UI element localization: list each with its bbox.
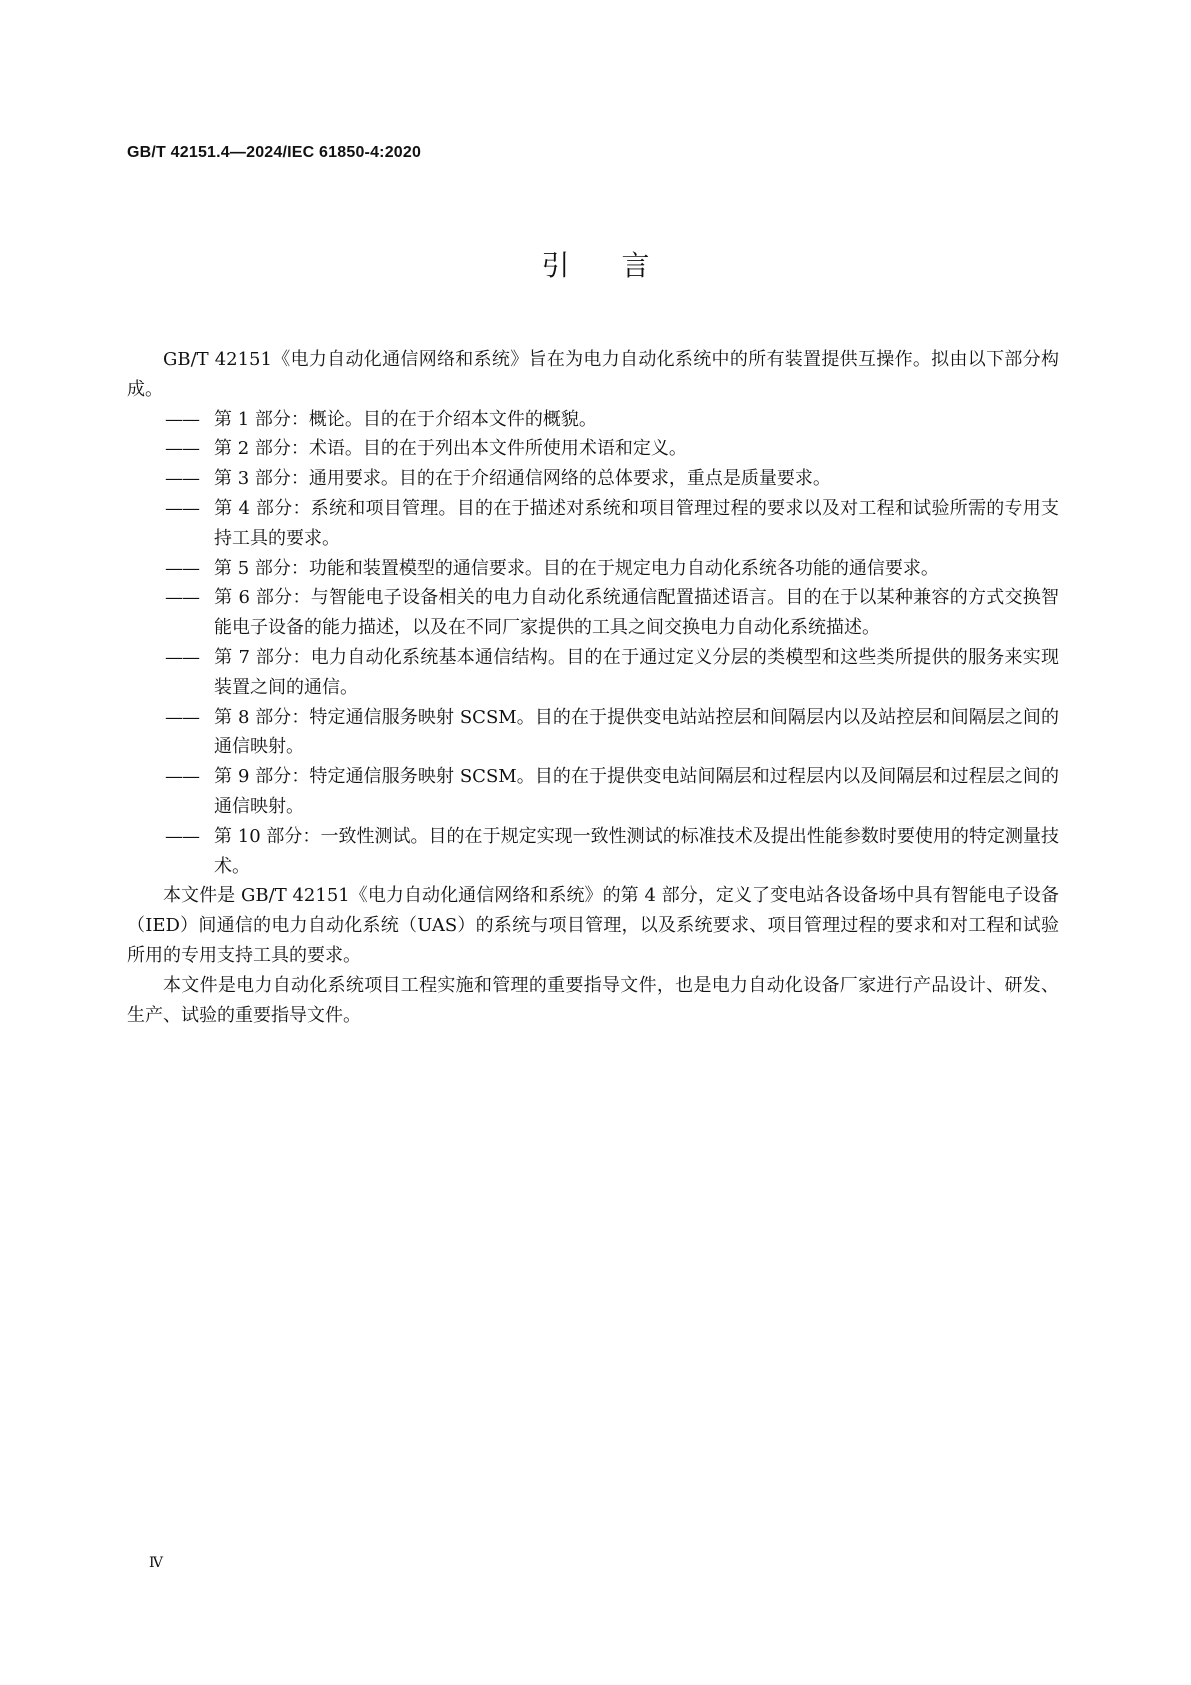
list-item-text: 第 6 部分：与智能电子设备相关的电力自动化系统通信配置描述语言。目的在于以某种兼容的方式交换智能电子设备的能力描述，以及在不同厂家提供的工具之间交换电力自动化系统描述。: [214, 587, 1059, 639]
list-item: [127, 643, 1059, 703]
parts-list: [127, 405, 1059, 882]
dash-marker: ——: [165, 825, 199, 847]
page-title: 引言: [541, 249, 702, 282]
list-item: [127, 464, 1059, 494]
dash-marker: ——: [165, 497, 199, 519]
list-item: [127, 762, 1059, 822]
dash-marker: ——: [165, 706, 199, 728]
list-item: [127, 494, 1059, 554]
list-item: [127, 583, 1059, 643]
list-item-text: 第 8 部分：特定通信服务映射 SCSM。目的在于提供变电站站控层和间隔层内以及站控层和间隔层之间的通信映射。: [214, 706, 1059, 758]
list-item-text: 第 5 部分：功能和装置模型的通信要求。目的在于规定电力自动化系统各功能的通信要求。: [214, 557, 939, 579]
list-item: [127, 554, 1059, 584]
list-item: [127, 405, 1059, 435]
list-item: [127, 703, 1059, 763]
dash-marker: ——: [165, 766, 199, 788]
dash-marker: ——: [165, 408, 199, 430]
list-item-text: 第 9 部分：特定通信服务映射 SCSM。目的在于提供变电站间隔层和过程层内以及间隔层和过程层之间的通信映射。: [214, 766, 1059, 817]
list-item: [127, 434, 1059, 464]
dash-marker: ——: [165, 646, 199, 668]
dash-marker: ——: [165, 468, 199, 490]
document-body: [127, 345, 1059, 1030]
list-item-text: 第 4 部分：系统和项目管理。目的在于描述对系统和项目管理过程的要求以及对工程和试验所需的专用支持工具的要求。: [214, 497, 1059, 549]
list-item-text: 第 3 部分：通用要求。目的在于介绍通信网络的总体要求，重点是质量要求。: [214, 468, 831, 490]
list-item-text: 第 10 部分：一致性测试。目的在于规定实现一致性测试的标准技术及提出性能参数时要使用的特定测量技术。: [214, 825, 1059, 877]
intro-paragraph: GB/T 42151《电力自动化通信网络和系统》旨在为电力自动化系统中的所有装置提供互操作。拟由以下部分构成。: [127, 349, 1059, 400]
list-item-text: 第 7 部分：电力自动化系统基本通信结构。目的在于通过定义分层的类模型和这些类所提供的服务来实现装置之间的通信。: [214, 646, 1059, 698]
dash-marker: ——: [165, 587, 199, 609]
list-item-text: 第 1 部分：概论。目的在于介绍本文件的概貌。: [214, 408, 597, 430]
list-item-text: 第 2 部分：术语。目的在于列出本文件所使用术语和定义。: [214, 438, 687, 460]
dash-marker: ——: [165, 438, 199, 460]
list-item: [127, 822, 1059, 882]
body-paragraph-importance: 本文件是电力自动化系统项目工程实施和管理的重要指导文件，也是电力自动化设备厂家进行产品设计、研发、生产、试验的重要指导文件。: [127, 974, 1059, 1026]
body-paragraph-scope: 本文件是 GB/T 42151《电力自动化通信网络和系统》的第 4 部分，定义了变电站各设备场中具有智能电子设备（IED）间通信的电力自动化系统（UAS）的系统与项目管理，以及系统要求、项目管理过程的要求和对工程和试验所用的专用支持工具的要求。: [127, 885, 1059, 966]
dash-marker: ——: [165, 557, 199, 579]
document-code: GB/T 42151.4—2024/IEC 61850-4:2020: [127, 144, 422, 161]
page-number: Ⅳ: [149, 1555, 163, 1571]
